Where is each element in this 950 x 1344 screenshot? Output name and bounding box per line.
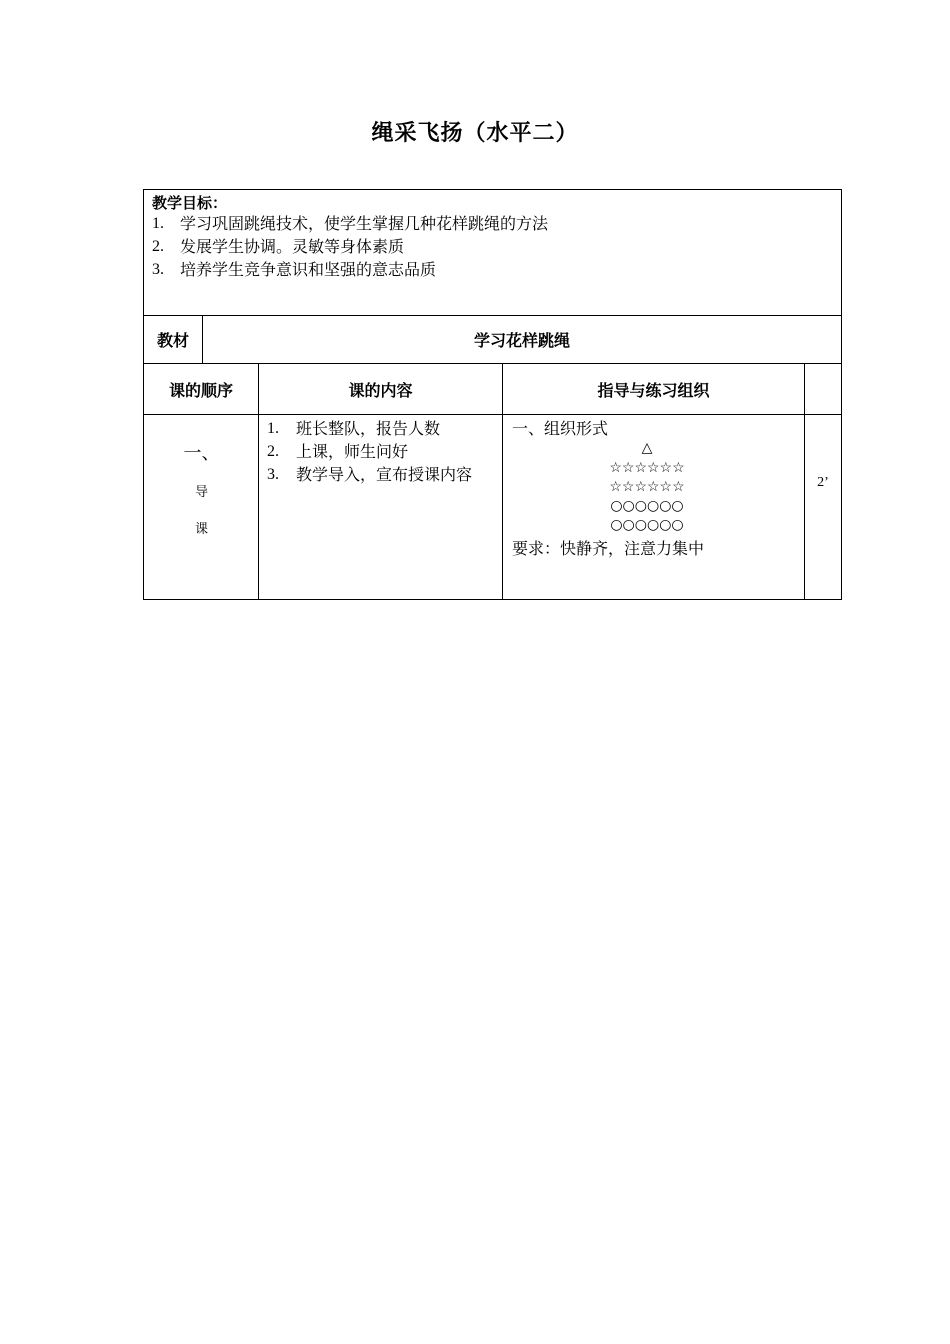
- content-item: [267, 417, 496, 440]
- content-number: 1.: [267, 420, 279, 437]
- objective-number: 1.: [152, 215, 164, 232]
- content-item: [267, 440, 496, 463]
- material-value: 学习花样跳绳: [473, 331, 570, 350]
- header-organization: 指导与练习组织: [503, 364, 805, 414]
- content-text: 教学导入，宣布授课内容: [296, 465, 473, 484]
- organization-title: 一、组织形式: [512, 419, 609, 438]
- stage-name-char: 课: [194, 522, 208, 537]
- time-cell: [805, 415, 841, 599]
- material-row: [143, 315, 842, 364]
- stage-name-char: 导: [194, 485, 208, 500]
- table-row: [143, 414, 842, 600]
- formation-row-stars: ☆☆☆☆☆☆: [609, 479, 685, 495]
- content-cell: [259, 415, 503, 599]
- content-item: [267, 463, 496, 486]
- page-title: 绳采飞扬（水平二）: [371, 121, 579, 146]
- teacher-triangle-icon: △: [641, 440, 653, 456]
- organization-cell: [503, 415, 805, 599]
- time-value: 2’: [817, 475, 829, 490]
- objective-number: 2.: [152, 238, 164, 255]
- header-time: [805, 364, 841, 414]
- content-text: 班长整队，报告人数: [296, 419, 441, 438]
- formation-row-circles: ○○○○○○: [610, 517, 684, 533]
- objectives-section: [143, 189, 842, 316]
- content-number: 2.: [267, 443, 279, 460]
- content-number: 3.: [267, 466, 279, 483]
- formation-row-circles: ○○○○○○: [610, 498, 684, 514]
- objective-number: 3.: [152, 261, 164, 278]
- material-label: 教材: [144, 316, 203, 363]
- objective-item: [152, 258, 833, 281]
- objective-text: 培养学生竞争意识和坚强的意志品质: [180, 260, 437, 279]
- content-list: [267, 417, 496, 486]
- formation-row-stars: ☆☆☆☆☆☆: [609, 460, 685, 476]
- table-header-row: [143, 363, 842, 415]
- organization-block: [512, 417, 800, 558]
- content-text: 上课，师生问好: [296, 442, 409, 461]
- stage-cell: [144, 415, 259, 599]
- header-content: 课的内容: [259, 364, 503, 414]
- objective-text: 学习巩固跳绳技术，使学生掌握几种花样跳绳的方法: [180, 214, 549, 233]
- objective-item: [152, 212, 833, 235]
- objectives-heading: 教学目标：: [152, 194, 228, 212]
- organization-requirement: 要求：快静齐，注意力集中: [512, 539, 705, 558]
- stage-number: 一、: [183, 443, 220, 464]
- header-order: 课的顺序: [144, 364, 259, 414]
- objective-item: [152, 235, 833, 258]
- objective-text: 发展学生协调。灵敏等身体素质: [180, 237, 405, 256]
